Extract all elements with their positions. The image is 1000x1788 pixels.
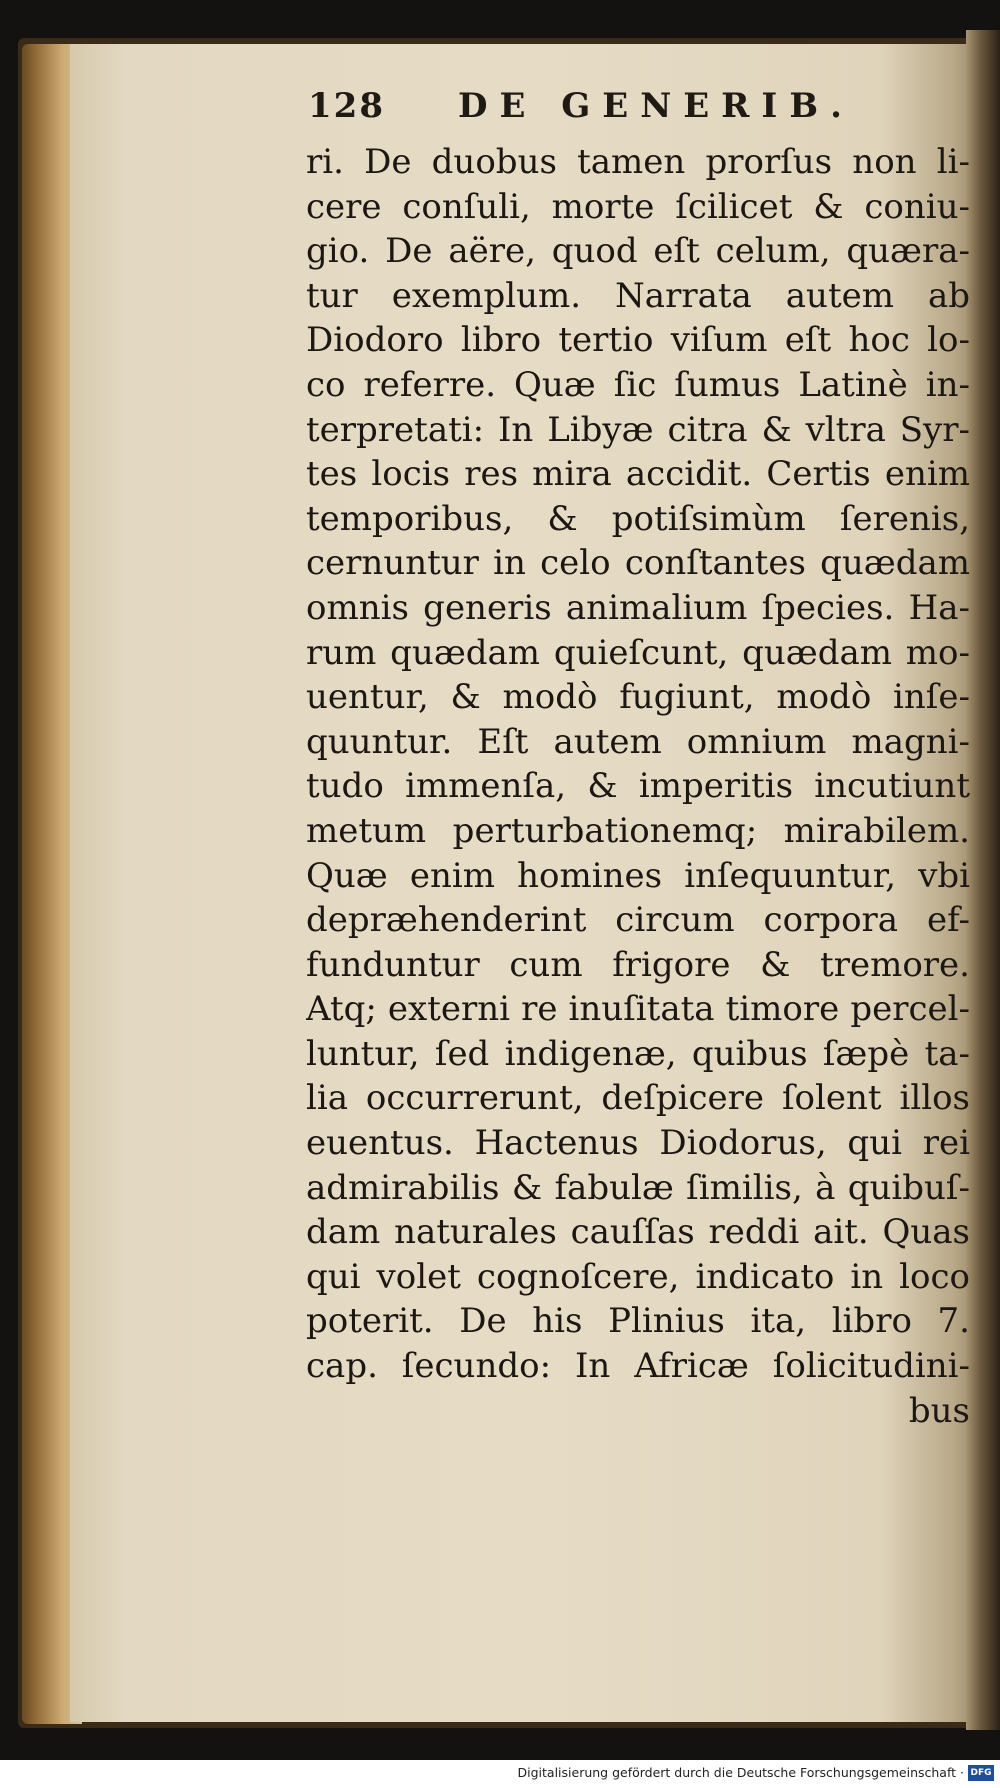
text-line: Atq; externi re inuſitata timore percel-	[306, 989, 970, 1030]
page-number: 128	[308, 86, 385, 126]
text-line: funduntur cum frigore & tremore.	[306, 944, 970, 985]
text-line: tur exemplum. Narrata autem ab	[306, 275, 970, 316]
text-line: terpretati: In Libyæ citra & vltra Syr-	[306, 409, 970, 450]
catchword: bus	[908, 1390, 970, 1431]
text-line: gio. De aëre, quod eſt celum, quæra-	[306, 231, 970, 272]
text-line: luntur, ſed indigenæ, quibus ſæpè ta-	[306, 1033, 970, 1074]
text-line: cernuntur in celo conſtantes quædam	[306, 543, 970, 584]
text-line: temporibus, & potiſsimùm ſerenis,	[306, 498, 970, 539]
text-line: Quæ enim homines inſequuntur, vbi	[306, 855, 970, 896]
body-text	[306, 140, 970, 1433]
text-line: dam naturales cauſſas reddi ait. Quas	[306, 1212, 970, 1253]
text-line: omnis generis animalium ſpecies. Ha-	[306, 587, 970, 628]
text-line: metum perturbationemq; mirabilem.	[306, 810, 970, 851]
text-line: ri. De duobus tamen prorſus non li-	[306, 142, 970, 182]
footer-bar	[0, 1760, 1000, 1788]
text-line: tudo immenſa, & imperitis incutiunt	[306, 766, 970, 807]
gutter-shadow	[966, 30, 1000, 1730]
text-line: lia occurrerunt, deſpicere ſolent illos	[306, 1078, 970, 1119]
text-line: co referre. Quæ ſic ſumus Latinè in-	[306, 364, 970, 405]
text-line: admirabilis & fabulæ ſimilis, à quibuſ-	[306, 1167, 970, 1208]
text-line: qui volet cognoſcere, indicato in loco	[306, 1256, 970, 1297]
text-line: cap. ſecundo: In Africæ ſolicitudini-	[306, 1346, 970, 1387]
text-line: depræhenderint circum corpora ef-	[306, 900, 970, 941]
running-title: DE GENERIB.	[458, 86, 854, 126]
text-line: Diodoro libro tertio viſum eſt hoc lo-	[306, 320, 970, 361]
text-line: euentus. Hactenus Diodorus, qui rei	[306, 1123, 970, 1164]
digitization-credit: Digitalisierung gefördert durch die Deutsche Forschungsgemeinschaft ·	[517, 1765, 964, 1780]
dfg-logo-icon: DFG	[968, 1765, 994, 1781]
text-line: poterit. De his Plinius ita, libro 7.	[306, 1301, 970, 1342]
text-line: cere conſuli, morte ſcilicet & coniu-	[306, 186, 970, 227]
running-head	[308, 86, 868, 136]
text-line: uentur, & modò fugiunt, modò inſe-	[306, 677, 970, 718]
text-line: tes locis res mira accidit. Certis enim	[306, 454, 970, 495]
text-line: rum quædam quieſcunt, quædam mo-	[306, 632, 970, 673]
text-line: quuntur. Eſt autem omnium magni-	[306, 721, 970, 762]
